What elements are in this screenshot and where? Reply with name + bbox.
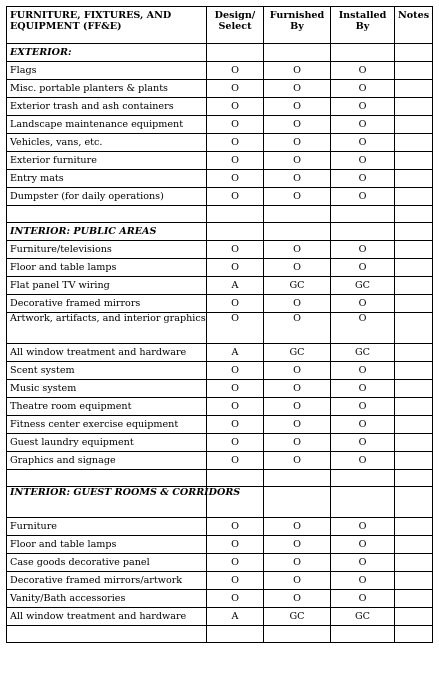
furnished-cell: O <box>264 152 331 170</box>
notes-cell <box>395 241 433 259</box>
furnished-cell: O <box>264 518 331 536</box>
furnished-cell: O <box>264 398 331 416</box>
installed-cell: O <box>331 362 395 380</box>
notes-cell <box>395 116 433 134</box>
design-cell: A <box>207 344 264 362</box>
installed-cell: O <box>331 518 395 536</box>
blank-row <box>7 626 433 643</box>
table-row <box>7 295 433 313</box>
item-cell: Furniture/televisions <box>7 241 207 259</box>
furnished-cell: O <box>264 80 331 98</box>
table-row <box>7 277 433 295</box>
item-cell: All window treatment and hardware <box>7 344 207 362</box>
item-cell: Furniture <box>7 518 207 536</box>
item-cell: Floor and table lamps <box>7 536 207 554</box>
notes-cell <box>395 572 433 590</box>
furnished-cell: O <box>264 362 331 380</box>
notes-cell <box>395 98 433 116</box>
notes-cell <box>395 188 433 206</box>
notes-cell <box>395 62 433 80</box>
installed-cell: O <box>331 241 395 259</box>
table-row <box>7 518 433 536</box>
design-cell: O <box>207 554 264 572</box>
blank-row <box>7 470 433 487</box>
table-row <box>7 416 433 434</box>
table-row <box>7 536 433 554</box>
notes-cell <box>395 608 433 626</box>
design-cell: O <box>207 152 264 170</box>
furnished-cell: GC <box>264 277 331 295</box>
furnished-cell: GC <box>264 608 331 626</box>
installed-cell: GC <box>331 608 395 626</box>
notes-cell <box>395 434 433 452</box>
furnished-cell: O <box>264 554 331 572</box>
header-installed-by: Installed By <box>331 7 395 44</box>
item-cell: All window treatment and hardware <box>7 608 207 626</box>
table-row <box>7 572 433 590</box>
table-row <box>7 134 433 152</box>
table-row <box>7 452 433 470</box>
furnished-cell: O <box>264 116 331 134</box>
design-cell: O <box>207 98 264 116</box>
table-row <box>7 116 433 134</box>
design-cell: O <box>207 434 264 452</box>
notes-cell <box>395 259 433 277</box>
table-row <box>7 241 433 259</box>
table-row <box>7 259 433 277</box>
installed-cell: O <box>331 62 395 80</box>
notes-cell <box>395 277 433 295</box>
item-cell: Landscape maintenance equipment <box>7 116 207 134</box>
item-cell: Dumpster (for daily operations) <box>7 188 207 206</box>
design-cell: O <box>207 313 264 344</box>
installed-cell: O <box>331 380 395 398</box>
design-cell: A <box>207 277 264 295</box>
furnished-cell: O <box>264 62 331 80</box>
installed-cell: O <box>331 554 395 572</box>
item-cell: Exterior trash and ash containers <box>7 98 207 116</box>
item-cell: Flags <box>7 62 207 80</box>
furnished-cell: O <box>264 313 331 344</box>
notes-cell <box>395 554 433 572</box>
design-cell: O <box>207 380 264 398</box>
notes-cell <box>395 536 433 554</box>
notes-cell <box>395 134 433 152</box>
furnished-cell: GC <box>264 344 331 362</box>
design-cell: O <box>207 590 264 608</box>
section-row <box>7 487 433 518</box>
design-cell: O <box>207 295 264 313</box>
ffe-responsibility-table <box>6 6 433 643</box>
furnished-cell: O <box>264 536 331 554</box>
notes-cell <box>395 344 433 362</box>
item-cell: Decorative framed mirrors <box>7 295 207 313</box>
table-row <box>7 554 433 572</box>
item-cell: Guest laundry equipment <box>7 434 207 452</box>
design-cell: O <box>207 241 264 259</box>
item-cell: Artwork, artifacts, and interior graphics <box>7 313 207 344</box>
furnished-cell: O <box>264 572 331 590</box>
installed-cell: O <box>331 434 395 452</box>
notes-cell <box>395 380 433 398</box>
installed-cell: GC <box>331 344 395 362</box>
furnished-cell: O <box>264 590 331 608</box>
furnished-cell: O <box>264 295 331 313</box>
item-cell: Entry mats <box>7 170 207 188</box>
installed-cell: O <box>331 134 395 152</box>
notes-cell <box>395 295 433 313</box>
section-guest-rooms: INTERIOR: GUEST ROOMS & CORRIDORS <box>7 487 207 518</box>
design-cell: O <box>207 134 264 152</box>
notes-cell <box>395 152 433 170</box>
design-cell: O <box>207 362 264 380</box>
installed-cell: O <box>331 416 395 434</box>
furnished-cell: O <box>264 380 331 398</box>
design-cell: O <box>207 188 264 206</box>
notes-cell <box>395 518 433 536</box>
item-cell: Floor and table lamps <box>7 259 207 277</box>
section-row <box>7 223 433 241</box>
installed-cell: O <box>331 152 395 170</box>
item-cell: Misc. portable planters & plants <box>7 80 207 98</box>
item-cell: Vehicles, vans, etc. <box>7 134 207 152</box>
item-cell: Case goods decorative panel <box>7 554 207 572</box>
furnished-cell: O <box>264 241 331 259</box>
header-design-select: Design/ Select <box>207 7 264 44</box>
header-row <box>7 7 433 44</box>
design-cell: O <box>207 536 264 554</box>
table-row <box>7 398 433 416</box>
notes-cell <box>395 313 433 344</box>
table-row <box>7 62 433 80</box>
table-row <box>7 362 433 380</box>
installed-cell: O <box>331 452 395 470</box>
item-cell: Exterior furniture <box>7 152 207 170</box>
item-cell: Graphics and signage <box>7 452 207 470</box>
notes-cell <box>395 590 433 608</box>
table-row <box>7 152 433 170</box>
design-cell: O <box>207 116 264 134</box>
installed-cell: O <box>331 188 395 206</box>
header-item: FURNITURE, FIXTURES, AND EQUIPMENT (FF&E) <box>7 7 207 44</box>
installed-cell: O <box>331 295 395 313</box>
design-cell: O <box>207 170 264 188</box>
furnished-cell: O <box>264 170 331 188</box>
item-cell: Music system <box>7 380 207 398</box>
installed-cell: O <box>331 313 395 344</box>
design-cell: O <box>207 398 264 416</box>
header-furnished-by: Furnished By <box>264 7 331 44</box>
table-row <box>7 80 433 98</box>
table-row <box>7 590 433 608</box>
item-cell: Decorative framed mirrors/artwork <box>7 572 207 590</box>
section-exterior: EXTERIOR: <box>7 44 207 62</box>
notes-cell <box>395 362 433 380</box>
notes-cell <box>395 398 433 416</box>
table-row <box>7 313 433 344</box>
installed-cell: O <box>331 398 395 416</box>
design-cell: O <box>207 62 264 80</box>
design-cell: O <box>207 518 264 536</box>
furnished-cell: O <box>264 452 331 470</box>
installed-cell: O <box>331 259 395 277</box>
installed-cell: O <box>331 590 395 608</box>
installed-cell: O <box>331 80 395 98</box>
design-cell: A <box>207 608 264 626</box>
installed-cell: GC <box>331 277 395 295</box>
header-notes: Notes <box>395 7 433 44</box>
table-row <box>7 98 433 116</box>
furnished-cell: O <box>264 434 331 452</box>
furnished-cell: O <box>264 98 331 116</box>
item-cell: Theatre room equipment <box>7 398 207 416</box>
design-cell: O <box>207 259 264 277</box>
table-row <box>7 434 433 452</box>
table-row <box>7 380 433 398</box>
table-row <box>7 188 433 206</box>
item-cell: Vanity/Bath accessories <box>7 590 207 608</box>
blank-row <box>7 206 433 223</box>
design-cell: O <box>207 80 264 98</box>
design-cell: O <box>207 572 264 590</box>
installed-cell: O <box>331 572 395 590</box>
table-row <box>7 170 433 188</box>
table-row <box>7 608 433 626</box>
item-cell: Flat panel TV wiring <box>7 277 207 295</box>
design-cell: O <box>207 452 264 470</box>
notes-cell <box>395 452 433 470</box>
section-row <box>7 44 433 62</box>
item-cell: Scent system <box>7 362 207 380</box>
furnished-cell: O <box>264 188 331 206</box>
furnished-cell: O <box>264 134 331 152</box>
section-public-areas: INTERIOR: PUBLIC AREAS <box>7 223 207 241</box>
table-row <box>7 344 433 362</box>
installed-cell: O <box>331 116 395 134</box>
furnished-cell: O <box>264 259 331 277</box>
installed-cell: O <box>331 170 395 188</box>
notes-cell <box>395 170 433 188</box>
installed-cell: O <box>331 536 395 554</box>
item-cell: Fitness center exercise equipment <box>7 416 207 434</box>
installed-cell: O <box>331 98 395 116</box>
notes-cell <box>395 416 433 434</box>
furnished-cell: O <box>264 416 331 434</box>
notes-cell <box>395 80 433 98</box>
design-cell: O <box>207 416 264 434</box>
